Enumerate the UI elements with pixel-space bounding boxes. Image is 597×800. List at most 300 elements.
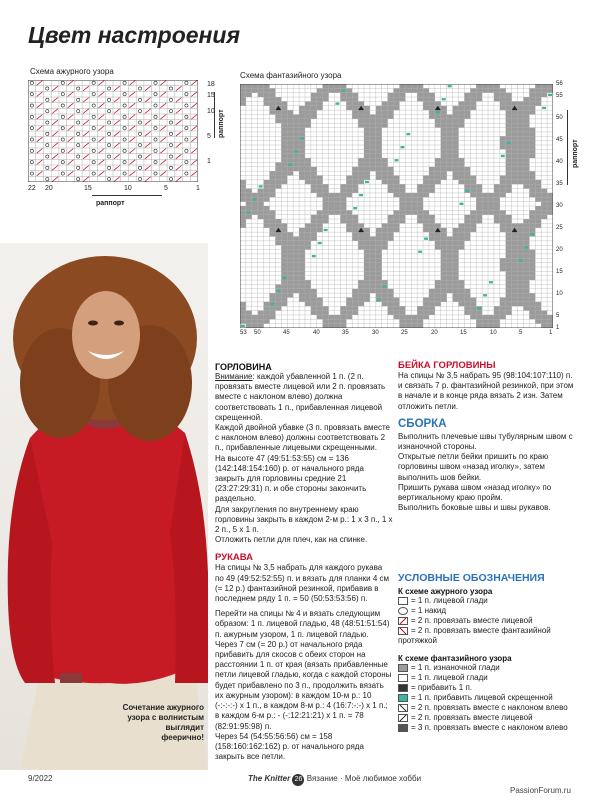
purl-band-cell [364, 123, 370, 127]
purl-band-cell [512, 128, 518, 132]
purl-band-cell [334, 206, 340, 210]
purl-band-cell [494, 210, 500, 214]
purl-band-cell [376, 250, 382, 254]
purl-band-cell [264, 197, 270, 201]
purl-band-cell [435, 293, 441, 297]
purl-band-cell [293, 237, 299, 241]
purl-band-cell [358, 180, 364, 184]
purl-band-cell [394, 189, 400, 193]
purl-band-cell [500, 311, 506, 315]
purl-band-cell [311, 110, 317, 114]
purl-band-cell [382, 280, 388, 284]
purl-band-cell [512, 180, 518, 184]
purl-band-cell [364, 276, 370, 280]
purl-band-cell [470, 176, 476, 180]
purl-band-cell [417, 315, 423, 319]
purl-band-cell [323, 88, 329, 92]
purl-band-cell [435, 162, 441, 166]
purl-band-cell [523, 271, 529, 275]
purl-band-cell [453, 298, 459, 302]
legend-item [398, 683, 588, 693]
purl-band-cell [459, 237, 465, 241]
purl-band-cell [305, 280, 311, 284]
purl-band-cell [512, 271, 518, 275]
purl-band-cell [506, 245, 512, 249]
purl-band-cell [476, 324, 482, 328]
purl-band-cell [346, 302, 352, 306]
purl-band-cell [488, 193, 494, 197]
purl-band-cell [329, 315, 335, 319]
purl-band-cell [376, 110, 382, 114]
purl-band-cell [529, 315, 535, 319]
purl-band-cell [299, 298, 305, 302]
purl-band-cell [523, 302, 529, 306]
purl-band-cell [270, 180, 276, 184]
purl-band-cell [447, 237, 453, 241]
purl-band-cell [494, 219, 500, 223]
purl-band-cell [411, 202, 417, 206]
purl-band-cell [459, 298, 465, 302]
purl-band-cell [352, 293, 358, 297]
purl-band-cell [364, 110, 370, 114]
twisted-increase-mark [483, 294, 487, 296]
purl-band-cell [252, 206, 258, 210]
purl-band-cell [435, 302, 441, 306]
purl-band-cell [523, 267, 529, 271]
purl-band-cell [264, 219, 270, 223]
purl-band-cell [405, 206, 411, 210]
purl-band-cell [370, 267, 376, 271]
twisted-increase-mark [318, 242, 322, 244]
purl-band-cell [376, 167, 382, 171]
purl-band-cell [281, 119, 287, 123]
purl-band-cell [281, 154, 287, 158]
purl-band-cell [441, 254, 447, 258]
purl-band-cell [429, 167, 435, 171]
purl-band-cell [275, 184, 281, 188]
purl-band-cell [358, 289, 364, 293]
purl-band-cell [281, 298, 287, 302]
purl-band-cell [459, 245, 465, 249]
purl-band-cell [500, 306, 506, 310]
purl-band-cell [488, 197, 494, 201]
model-illustration [0, 243, 208, 770]
purl-band-cell [500, 258, 506, 262]
purl-band-cell [512, 293, 518, 297]
purl-band-cell [376, 276, 382, 280]
purl-band-cell [346, 311, 352, 315]
purl-band-cell [535, 319, 541, 323]
twisted-increase-mark [241, 325, 245, 327]
legend-item-text: = прибавить 1 п. [411, 683, 472, 692]
purl-band-cell [447, 245, 453, 249]
purl-band-cell [305, 289, 311, 293]
purl-band-cell [541, 84, 547, 88]
purl-band-cell [364, 167, 370, 171]
purl-band-cell [494, 324, 500, 328]
purl-band-cell [482, 206, 488, 210]
purl-band-cell [547, 197, 553, 201]
purl-band-cell [429, 232, 435, 236]
purl-band-cell [470, 298, 476, 302]
purl-band-cell [464, 302, 470, 306]
purl-band-cell [535, 88, 541, 92]
purl-band-cell [258, 189, 264, 193]
purl-band-cell [264, 193, 270, 197]
purl-band-cell [464, 223, 470, 227]
gorlovina-p5: Отложить петли для плеч, как на спинке. [215, 535, 368, 545]
twisted-increase-symbol [398, 694, 408, 702]
purl-band-cell [352, 110, 358, 114]
purl-band-cell [388, 298, 394, 302]
purl-band-cell [523, 171, 529, 175]
page-title: Цвет настроения [28, 22, 241, 48]
purl-band-cell [346, 210, 352, 214]
purl-band-cell [506, 232, 512, 236]
purl-band-cell [270, 232, 276, 236]
purl-band-cell [417, 93, 423, 97]
purl-band-cell [529, 93, 535, 97]
purl-band-cell [453, 258, 459, 262]
purl-band-cell [453, 128, 459, 132]
twisted-increase-mark [312, 255, 316, 257]
purl-band-cell [423, 101, 429, 105]
legend-item-text: = 1 п. лицевой глади [411, 596, 488, 605]
purl-band-cell [275, 302, 281, 306]
purl-band-cell [376, 254, 382, 258]
purl-band-cell [340, 306, 346, 310]
purl-band-cell [464, 167, 470, 171]
k2tog-symbol [398, 714, 408, 722]
purl-band-cell [311, 311, 317, 315]
purl-band-cell [453, 232, 459, 236]
purl-band-cell [447, 123, 453, 127]
purl-band-cell [523, 180, 529, 184]
legend-sub-lace: К схеме ажурного узора [398, 587, 493, 596]
sborka-p2: Открытые петли бейки пришить по краю горловины швом «назад иголку», затем выполнить шов бейки. [398, 452, 549, 482]
purl-band-cell [399, 319, 405, 323]
purl-band-cell [329, 202, 335, 206]
purl-band-cell [506, 176, 512, 180]
purl-band-cell [334, 324, 340, 328]
purl-band-cell [334, 315, 340, 319]
purl-band-cell [512, 132, 518, 136]
purl-band-cell [482, 315, 488, 319]
purl-band-cell [358, 110, 364, 114]
purl-band-cell [459, 228, 465, 232]
purl-band-cell [376, 293, 382, 297]
purl-band-cell [494, 193, 500, 197]
purl-band-cell [370, 141, 376, 145]
rukava-p2: Перейти на спицы № 4 и вязать следующим образом: 1 п. лицевой гладью, 48 (48:51:51:54) п. ажурным узором, 1 п. лицевой гладью. [215, 609, 390, 639]
fancy-col-label: 25 [401, 330, 408, 336]
purl-band-cell [464, 93, 470, 97]
purl-band-cell [323, 215, 329, 219]
twisted-increase-mark [294, 150, 298, 152]
purl-band-cell [388, 228, 394, 232]
purl-band-cell [352, 171, 358, 175]
lace-row-label: 10 [207, 108, 215, 115]
purl-band-cell [281, 258, 287, 262]
purl-band-cell [476, 97, 482, 101]
purl-band-cell [447, 141, 453, 145]
purl-band-cell [323, 219, 329, 223]
purl-band-cell [346, 215, 352, 219]
purl-band-cell [523, 250, 529, 254]
purl-band-cell [447, 145, 453, 149]
purl-band-cell [464, 306, 470, 310]
purl-band-cell [453, 136, 459, 140]
purl-band-cell [388, 219, 394, 223]
purl-band-cell [323, 93, 329, 97]
purl-band-cell [453, 110, 459, 114]
purl-band-cell [305, 123, 311, 127]
purl-band-cell [252, 193, 258, 197]
purl-band-cell [287, 171, 293, 175]
lace-row-label: 18 [207, 81, 215, 88]
purl-band-cell [394, 184, 400, 188]
purl-band-cell [299, 276, 305, 280]
purl-band-cell [453, 293, 459, 297]
legend-item-text: = 1 накид [411, 606, 447, 615]
purl-band-cell [334, 319, 340, 323]
purl-band-cell [506, 237, 512, 241]
purl-band-cell [246, 193, 252, 197]
legend-item-text: = 2 п. провязать вместе с наклоном влево [411, 703, 568, 712]
purl-band-cell [293, 271, 299, 275]
purl-band-cell [287, 245, 293, 249]
purl-band-cell [281, 237, 287, 241]
purl-band-cell [281, 245, 287, 249]
purl-band-cell [299, 254, 305, 258]
purl-band-cell [523, 141, 529, 145]
fancy-row-label: 56 [556, 81, 563, 87]
legend-item-text: = 1 п. изнаночной глади [411, 663, 500, 672]
purl-band-cell [258, 210, 264, 214]
purl-band-cell [352, 311, 358, 315]
purl-band-cell [518, 302, 524, 306]
purl-band-cell [506, 101, 512, 105]
purl-band-cell [518, 110, 524, 114]
purl-band-cell [441, 115, 447, 119]
purl-band-cell [358, 280, 364, 284]
purl-band-cell [429, 176, 435, 180]
purl-band-cell [388, 115, 394, 119]
purl-band-cell [441, 154, 447, 158]
purl-band-cell [305, 101, 311, 105]
purl-band-cell [523, 258, 529, 262]
purl-band-cell [299, 289, 305, 293]
purl-band-cell [523, 123, 529, 127]
purl-band-cell [512, 302, 518, 306]
purl-band-cell [364, 176, 370, 180]
purl-band-cell [329, 206, 335, 210]
purl-band-cell [518, 145, 524, 149]
purl-band-cell [275, 219, 281, 223]
purl-band-cell [311, 171, 317, 175]
purl-band-cell [429, 180, 435, 184]
twisted-increase-mark [288, 163, 292, 165]
purl-band-cell [382, 223, 388, 227]
purl-band-cell [523, 298, 529, 302]
purl-band-cell [459, 180, 465, 184]
purl-band-cell [388, 215, 394, 219]
section-heading-gorlovina: ГОРЛОВИНА [215, 362, 272, 372]
knit-stitch-symbol [398, 674, 408, 682]
purl-band-cell [435, 115, 441, 119]
purl-band-cell [512, 115, 518, 119]
purl-band-cell [299, 115, 305, 119]
purl-band-cell [370, 241, 376, 245]
purl-band-cell [299, 284, 305, 288]
twisted-increase-mark [400, 146, 404, 148]
purl-band-cell [453, 241, 459, 245]
purl-band-cell [411, 210, 417, 214]
purl-band-cell [317, 97, 323, 101]
purl-band-cell [281, 180, 287, 184]
purl-band-cell [394, 97, 400, 101]
purl-band-cell [506, 223, 512, 227]
purl-band-cell [270, 97, 276, 101]
purl-band-cell [305, 298, 311, 302]
purl-band-cell [258, 84, 264, 88]
purl-band-cell [459, 302, 465, 306]
purl-band-cell [275, 119, 281, 123]
purl-band-cell [476, 315, 482, 319]
purl-band-cell [512, 254, 518, 258]
purl-band-cell [447, 167, 453, 171]
purl-band-cell [476, 206, 482, 210]
purl-band-cell [287, 284, 293, 288]
purl-band-cell [447, 154, 453, 158]
purl-band-cell [417, 184, 423, 188]
purl-band-cell [512, 158, 518, 162]
purl-band-cell [476, 202, 482, 206]
purl-band-cell [518, 132, 524, 136]
purl-band-cell [453, 145, 459, 149]
purl-band-cell [358, 298, 364, 302]
purl-band-cell [317, 180, 323, 184]
purl-band-cell [305, 162, 311, 166]
purl-band-cell [382, 162, 388, 166]
purl-band-cell [370, 254, 376, 258]
purl-band-cell [394, 88, 400, 92]
purl-band-cell [305, 293, 311, 297]
purl-band-cell [299, 176, 305, 180]
purl-band-cell [299, 158, 305, 162]
purl-band-cell [394, 176, 400, 180]
purl-band-cell [523, 263, 529, 267]
purl-band-cell [447, 132, 453, 136]
section-heading-rukava: РУКАВА [215, 552, 254, 564]
purl-band-cell [523, 162, 529, 166]
purl-band-cell [518, 158, 524, 162]
fancy-row-label: 30 [556, 203, 563, 209]
purl-band-cell [364, 115, 370, 119]
purl-band-cell [512, 136, 518, 140]
purl-band-cell [453, 271, 459, 275]
purl-band-cell [470, 193, 476, 197]
purl-band-cell [506, 289, 512, 293]
purl-band-cell [317, 193, 323, 197]
purl-band-cell [264, 93, 270, 97]
purl-band-cell [270, 184, 276, 188]
twisted-increase-mark [324, 229, 328, 231]
purl-band-cell [370, 158, 376, 162]
purl-band-cell [494, 315, 500, 319]
purl-band-cell [470, 302, 476, 306]
purl-band-cell [435, 289, 441, 293]
purl-band-cell [441, 228, 447, 232]
fancy-chart [240, 84, 553, 328]
lace-rapport-h-label: раппорт [96, 200, 125, 207]
purl-band-cell [287, 280, 293, 284]
purl-band-cell [512, 141, 518, 145]
rukava-p3: Через 7 см (= 20 р.) от начального ряда прибавить для скосов с обеих сторон на расстоянии 1 п. от края (вязать прибавленные петли лицевой гладью, когда с каждой стороны будет прибавлено по 3 п., продолжить вязать их ажурным узором): в каждом 10-м р.: 10 (-:-:-:-) х 1 п., в каждом 8-м р.: 4 (16:7:-:-) х 1 п.; в каждом 6-м р.: - (-:12:21:21) х 1 п. = 78 (82:91:95:98) п. [215, 639, 392, 731]
purl-band-cell [364, 280, 370, 284]
purl-band-cell [311, 228, 317, 232]
purl-band-cell [358, 223, 364, 227]
purl-band-cell [535, 101, 541, 105]
lace-rapport-v-label: раппорт [218, 109, 225, 138]
purl-band-cell [346, 106, 352, 110]
fancy-col-label: 20 [431, 330, 438, 336]
purl-band-cell [281, 241, 287, 245]
purl-band-cell [246, 197, 252, 201]
purl-band-cell [376, 141, 382, 145]
purl-band-cell [382, 228, 388, 232]
purl-band-cell [287, 154, 293, 158]
purl-band-cell [453, 254, 459, 258]
purl-band-cell [476, 88, 482, 92]
purl-band-cell [512, 241, 518, 245]
purl-band-cell [447, 280, 453, 284]
purl-band-cell [299, 267, 305, 271]
purl-band-cell [293, 154, 299, 158]
purl-band-cell [334, 88, 340, 92]
purl-band-cell [417, 206, 423, 210]
purl-band-cell [264, 223, 270, 227]
purl-band-cell [388, 289, 394, 293]
purl-band-cell [447, 241, 453, 245]
purl-band-cell [500, 267, 506, 271]
purl-band-cell [299, 271, 305, 275]
purl-band-cell [293, 162, 299, 166]
purl-band-cell [529, 132, 535, 136]
purl-band-cell [441, 149, 447, 153]
purl-band-cell [464, 97, 470, 101]
purl-band-cell [287, 119, 293, 123]
purl-band-cell [447, 263, 453, 267]
purl-band-cell [453, 158, 459, 162]
purl-band-cell [287, 232, 293, 236]
purl-band-cell [459, 106, 465, 110]
purl-band-cell [293, 258, 299, 262]
purl-band-cell [323, 319, 329, 323]
purl-band-cell [334, 193, 340, 197]
purl-band-cell [453, 149, 459, 153]
purl-band-cell [464, 110, 470, 114]
purl-band-cell [311, 180, 317, 184]
purl-band-cell [287, 276, 293, 280]
purl-band-cell [494, 93, 500, 97]
purl-band-cell [270, 193, 276, 197]
purl-band-cell [529, 276, 535, 280]
purl-stitch-symbol [398, 664, 408, 672]
left-decrease-symbol [398, 704, 408, 712]
purl-band-cell [311, 302, 317, 306]
purl-band-cell [376, 123, 382, 127]
